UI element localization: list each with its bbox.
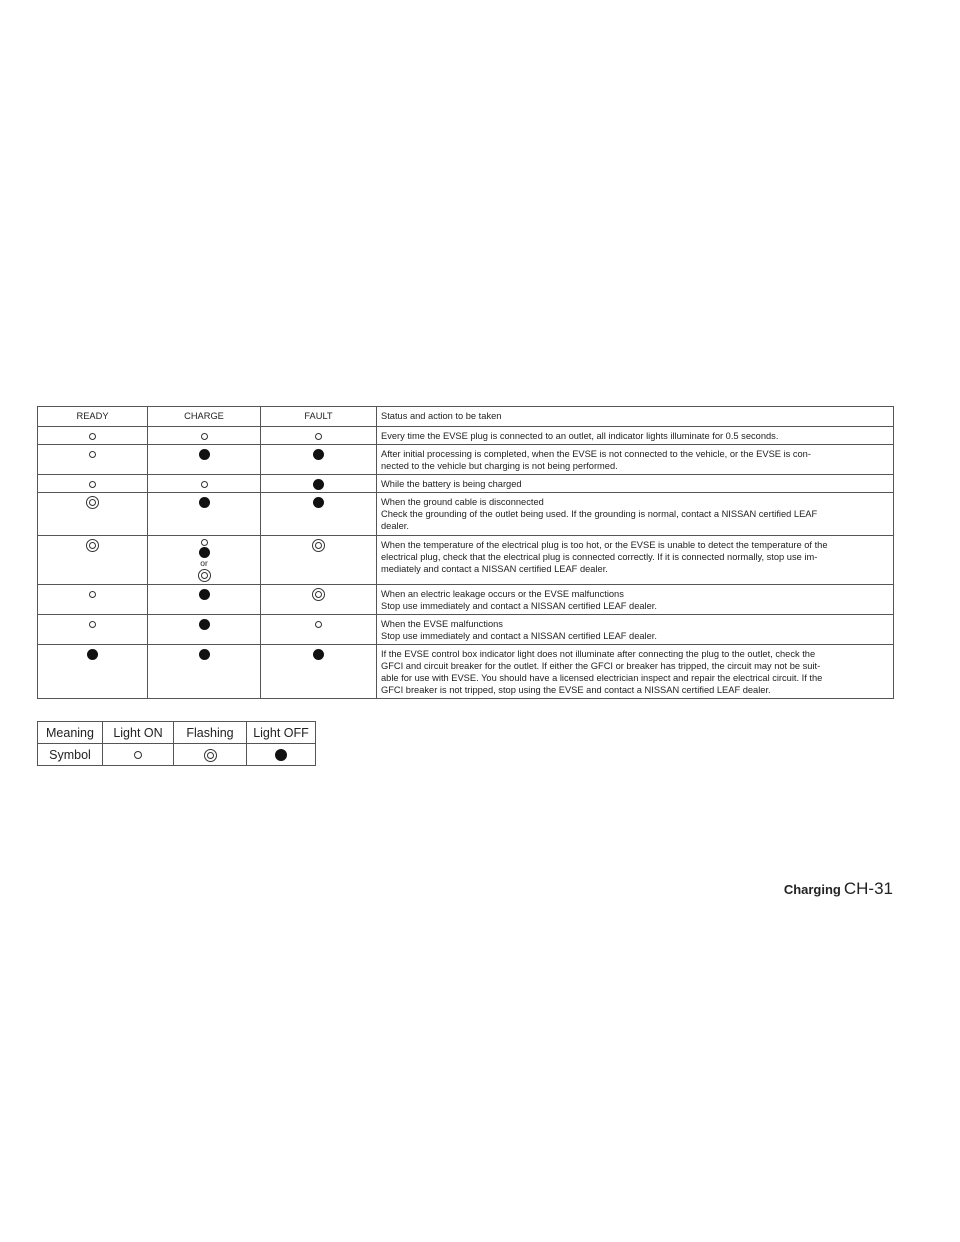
page-footer <box>784 879 893 899</box>
fault-indicator-cell <box>261 445 377 475</box>
light-on-icon <box>315 433 322 440</box>
legend-flashing-label: Flashing <box>174 722 247 744</box>
light-off-icon <box>275 749 287 761</box>
table-row <box>38 535 894 584</box>
status-description-cell <box>377 644 894 698</box>
table-row <box>38 445 894 475</box>
status-line: able for use with EVSE. You should have a licensed electrician inspect and repair the electrical circuit. If the <box>381 673 823 684</box>
table-row <box>38 475 894 493</box>
legend-light-off-symbol <box>247 744 316 766</box>
ready-indicator-cell <box>38 445 148 475</box>
status-description-cell <box>377 535 894 584</box>
status-description-cell <box>377 614 894 644</box>
legend-meaning-row <box>38 722 316 744</box>
header-fault: FAULT <box>261 407 377 427</box>
status-line: When an electric leakage occurs or the EVSE malfunctions <box>381 588 624 599</box>
light-off-icon <box>313 449 324 460</box>
status-line: Stop use immediately and contact a NISSAN certified LEAF dealer. <box>381 630 657 641</box>
flashing-icon <box>204 749 217 762</box>
status-description-cell <box>377 493 894 535</box>
table-row <box>38 644 894 698</box>
light-off-icon <box>199 497 210 508</box>
table-body <box>38 427 894 699</box>
legend-light-on-label: Light ON <box>103 722 174 744</box>
status-line: When the temperature of the electrical plug is too hot, or the EVSE is unable to detect the temperature of the <box>381 539 828 550</box>
flashing-icon <box>312 588 325 601</box>
fault-indicator-cell <box>261 475 377 493</box>
flashing-icon <box>312 539 325 552</box>
fault-indicator-cell <box>261 614 377 644</box>
flashing-icon <box>198 569 211 582</box>
table-row <box>38 493 894 535</box>
ready-indicator-cell <box>38 614 148 644</box>
status-description-cell <box>377 445 894 475</box>
light-off-icon <box>313 479 324 490</box>
charge-indicator-cell <box>148 614 261 644</box>
ready-indicator-cell <box>38 427 148 445</box>
ready-indicator-cell <box>38 535 148 584</box>
table-header-row <box>38 407 894 427</box>
fault-indicator-cell <box>261 427 377 445</box>
table-row <box>38 614 894 644</box>
fault-indicator-cell <box>261 535 377 584</box>
light-on-icon <box>201 539 208 546</box>
status-description-cell <box>377 427 894 445</box>
charge-indicator-cell <box>148 535 261 584</box>
symbol-legend-table <box>37 721 316 766</box>
charge-indicator-cell <box>148 644 261 698</box>
fault-indicator-cell <box>261 644 377 698</box>
light-on-icon <box>201 481 208 488</box>
table-row <box>38 584 894 614</box>
fault-indicator-cell <box>261 584 377 614</box>
footer-section-title: Charging <box>783 882 841 897</box>
light-off-icon <box>313 649 324 660</box>
legend-light-off-label: Light OFF <box>247 722 316 744</box>
header-charge: CHARGE <box>148 407 261 427</box>
charge-indicator-cell <box>148 584 261 614</box>
status-line: When the ground cable is disconnected <box>381 497 544 508</box>
fault-indicator-cell <box>261 493 377 535</box>
table-row <box>38 427 894 445</box>
status-line: GFCI breaker is not tripped, stop using the EVSE and contact a NISSAN certified LEAF dealer. <box>381 685 771 696</box>
light-off-icon <box>199 547 210 558</box>
legend-light-on-symbol <box>103 744 174 766</box>
light-on-icon <box>315 621 322 628</box>
light-on-icon <box>89 621 96 628</box>
light-on-icon <box>89 591 96 598</box>
charge-indicator-cell <box>148 427 261 445</box>
light-on-icon <box>134 751 142 759</box>
status-line: dealer. <box>381 521 409 532</box>
status-description-cell <box>377 584 894 614</box>
legend-symbol-label: Symbol <box>38 744 103 766</box>
status-description-cell <box>377 475 894 493</box>
header-ready: READY <box>38 407 148 427</box>
ready-indicator-cell <box>38 493 148 535</box>
indicator-status-table <box>37 406 894 699</box>
status-line: When the EVSE malfunctions <box>381 618 503 629</box>
footer-page-number: CH-31 <box>843 879 893 898</box>
light-off-icon <box>199 619 210 630</box>
header-status: Status and action to be taken <box>377 407 894 427</box>
light-off-icon <box>199 449 210 460</box>
charge-indicator-cell <box>148 445 261 475</box>
status-line: Check the grounding of the outlet being used. If the grounding is normal, contact a NISSAN certified LEAF <box>381 509 818 520</box>
status-line: After initial processing is completed, when the EVSE is not connected to the vehicle, or the EVSE is con- <box>381 449 811 460</box>
legend-meaning-label: Meaning <box>38 722 103 744</box>
light-on-icon <box>89 433 96 440</box>
flashing-icon <box>86 539 99 552</box>
status-line: While the battery is being charged <box>381 479 522 490</box>
status-line: If the EVSE control box indicator light does not illuminate after connecting the plug to the outlet, check the <box>381 648 816 659</box>
light-off-icon <box>199 589 210 600</box>
flashing-icon <box>86 496 99 509</box>
light-on-icon <box>201 433 208 440</box>
status-line: nected to the vehicle but charging is not being performed. <box>381 461 618 472</box>
legend-symbol-row <box>38 744 316 766</box>
light-off-icon <box>87 649 98 660</box>
status-line: electrical plug, check that the electrical plug is connected correctly. If it is connected normally, stop use im- <box>381 551 818 562</box>
legend-flashing-symbol <box>174 744 247 766</box>
light-off-icon <box>199 649 210 660</box>
ready-indicator-cell <box>38 475 148 493</box>
ready-indicator-cell <box>38 644 148 698</box>
ready-indicator-cell <box>38 584 148 614</box>
status-line: GFCI and circuit breaker for the outlet. If either the GFCI or breaker has tripped, the circuit may not be suit- <box>381 660 821 671</box>
charge-indicator-cell <box>148 493 261 535</box>
light-on-icon <box>89 451 96 458</box>
status-line: Every time the EVSE plug is connected to an outlet, all indicator lights illuminate for 0.5 seconds. <box>381 431 779 441</box>
status-line: Stop use immediately and contact a NISSAN certified LEAF dealer. <box>381 600 657 611</box>
or-label: or <box>200 557 208 568</box>
light-off-icon <box>313 497 324 508</box>
charge-indicator-cell <box>148 475 261 493</box>
light-on-icon <box>89 481 96 488</box>
status-line: mediately and contact a NISSAN certified LEAF dealer. <box>381 563 608 574</box>
